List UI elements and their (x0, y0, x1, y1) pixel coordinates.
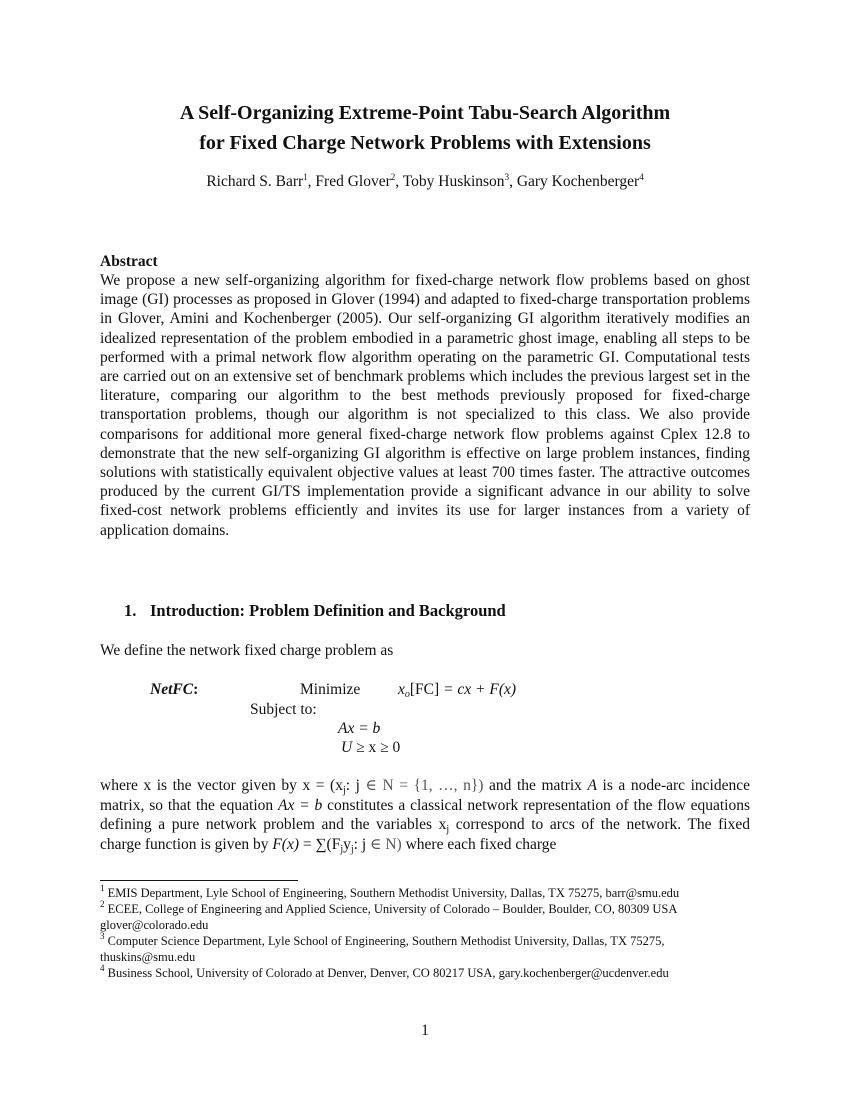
abstract-heading: Abstract (100, 253, 158, 270)
author-name: Fred Glover (315, 173, 391, 190)
author-name: Toby Huskinson (402, 173, 505, 190)
minimize-keyword: Minimize (300, 681, 361, 698)
section-heading (124, 601, 506, 621)
footnote-mark: 3 (100, 931, 105, 941)
author-list: Richard S. Barr$^1$, Fred Glover$^2$, Toby Huskinson$^3$, Gary Kochenberger$^4$ (206, 172, 644, 190)
footnote: $^3$ Computer Science Department, Lyle School of Engineering, Southern Methodist University, Dallas, TX 75275, thuskins@smu.edu (100, 931, 665, 964)
title-line-1: A Self-Organizing Extreme-Point Tabu-Search Algorithm (179, 102, 671, 124)
intro-sentence: We define the network fixed charge problem as (100, 642, 394, 659)
footnote: $^4$ Business School, University of Colorado at Denver, Denver, CO 80217 USA, gary.kochenberger@ucdenver.edu (100, 963, 669, 980)
objective-function: $x_o[FC]$ = cx + F(x) (398, 681, 517, 700)
body-paragraph: where x is the vector given by $x = (x_j$: j ∈ N = {1, …, n}) and the matrix A is a node-arc incidence matrix, so that the equation Ax = b constitutes a classical network representation of the flow equations defining a pure network problem and the variables $x_j$ correspond to arcs of the network. The fixed charge function is given by $F(x) = \sum(F_jy_j$: j ∈ N) where each fixed charge (100, 777, 751, 855)
author-name: Richard S. Barr (206, 173, 304, 190)
author-affiliation-mark: 4 (639, 172, 644, 182)
footnote: $^2$ ECEE, College of Engineering and Applied Science, University of Colorado – Boulder, Boulder, CO, 80309 USA glover@colorado.edu (100, 899, 677, 932)
title-line-2: for Fixed Charge Network Problems with Extensions (199, 132, 651, 154)
constraint-flow-balance: Ax = b (338, 720, 381, 737)
footnotes (100, 885, 760, 981)
paper-title (0, 98, 850, 158)
footnote-mark: 4 (100, 963, 105, 973)
footnote: $^1$ EMIS Department, Lyle School of Engineering, Southern Methodist University, Dallas, TX 75275, barr@smu.edu (100, 883, 680, 900)
footnote-mark: 1 (100, 883, 105, 893)
footnote-mark: 2 (100, 899, 105, 909)
page-number: 1 (421, 1022, 429, 1039)
author-affiliation-mark: 2 (390, 172, 396, 182)
section-number: 1. (124, 601, 137, 620)
abstract-text: We propose a new self-organizing algorithm for fixed-charge network flow problems based on ghost image (GI) processes as proposed in Glover (1994) and adapted to fixed-charge transportation problems in Glover, Amini and Kochenberger (2005). Our self-organizing GI algorithm iteratively modifies an idealized representation of the problem embodied in a parametric ghost image, enabling all steps to be performed with a primal network flow algorithm operating on the parametric GI. Computational tests are carried out on an extensive set of benchmark problems which includes the previous largest set in the literature, comparing our algorithm to the best methods previously proposed for fixed-charge transportation problems, though our algorithm is not specialized to this class. We also provide comparisons for additional more general fixed-charge network flow problems against Cplex 12.8 to demonstrate that the new self-organizing GI algorithm is effective on large problem instances, finding solutions with statistically equivalent objective values at least 700 times faster. The attractive outcomes produced by the current GI/TS implementation provide a significant advance in our ability to solve fixed-cost network problems efficiently and invites its use for larger instances from a variety of application domains. (100, 272, 750, 539)
constraint-bounds: U ≥ x ≥ 0 (341, 739, 401, 756)
footnote-separator (100, 880, 298, 881)
author-affiliation-mark: 3 (504, 172, 510, 182)
section-title: Introduction: Problem Definition and Background (150, 601, 506, 620)
author-affiliation-mark: 1 (303, 172, 308, 182)
subject-to-label: Subject to: (250, 701, 317, 718)
author-name: Gary Kochenberger (516, 173, 640, 190)
formulation-label: NetFC: (150, 681, 199, 698)
